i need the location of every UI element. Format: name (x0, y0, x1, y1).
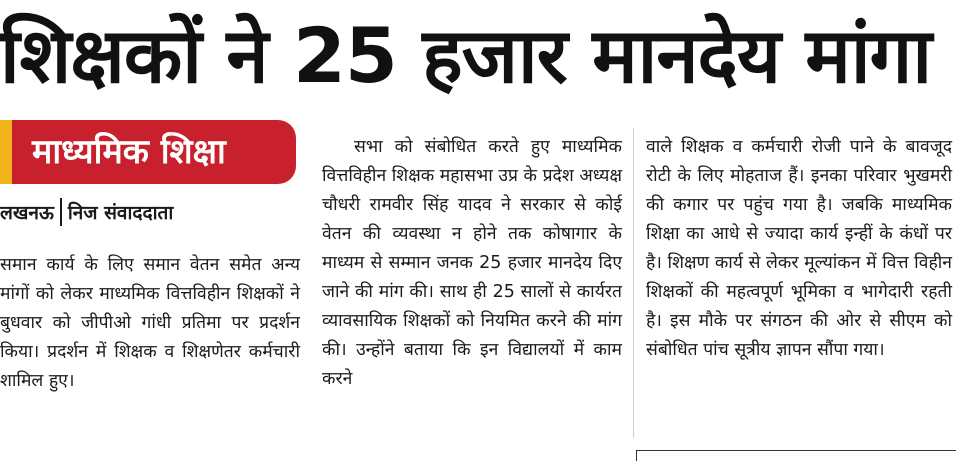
headline: शिक्षकों ने 25 हजार मानदेय मांगा (0, 11, 932, 100)
article-column-3: वाले शिक्षक व कर्मचारी रोजी पाने के बावजूद रोटी के लिए मोहताज हैं। इनका परिवार भुखमरी की कगार पर पहुंच गया है। जबकि माध्यमिक शिक्षा का आधे से ज्यादा कार्य इन्हीं के कंधों पर है। शिक्षण कार्य से लेकर मूल्यांकन में वित्त विहीन शिक्षकों की महत्वपूर्ण भूमिका व भागेदारी रहती है। इस मौके पर संगठन की ओर से सीएम को संबोधित पांच सूत्रीय ज्ञापन सौंपा गया। (646, 137, 952, 360)
column-divider (633, 128, 634, 438)
article-column-2: सभा को संबोधित करते हुए माध्यमिक वित्तविहीन शिक्षक महासभा उप्र के प्रदेश अध्यक्ष चौधरी रामवीर सिंह यादव ने सरकार से कोई वेतन की व्यवस्था न होने तक कोषागार के माध्यम से सम्मान जनक 25 हजार मानदेय दिए जाने की मांग की। साथ ही 25 सालों से कार्यरत व्यावसायिक शिक्षकों को नियमित करने की मांग की। उन्होंने बताया कि इन विद्यालयों में काम करने (322, 137, 622, 389)
section-tag-accent (0, 120, 12, 184)
byline-divider (60, 198, 62, 226)
adjacent-article-frame (636, 450, 956, 461)
byline-place: लखनऊ (0, 202, 54, 224)
section-tag (0, 120, 296, 184)
byline-reporter: निज संवाददाता (67, 202, 174, 224)
article-column-1: समान कार्य के लिए समान वेतन समेत अन्य मांगों को लेकर माध्यमिक वित्तविहीन शिक्षकों ने बुधवार को जीपीओ गांधी प्रतिमा पर प्रदर्शन किया। प्रदर्शन में शिक्षक व शिक्षणेतर कर्मचारी शामिल हुए। (0, 255, 300, 391)
byline (0, 195, 173, 229)
section-tag-label: माध्यमिक शिक्षा (12, 120, 296, 184)
